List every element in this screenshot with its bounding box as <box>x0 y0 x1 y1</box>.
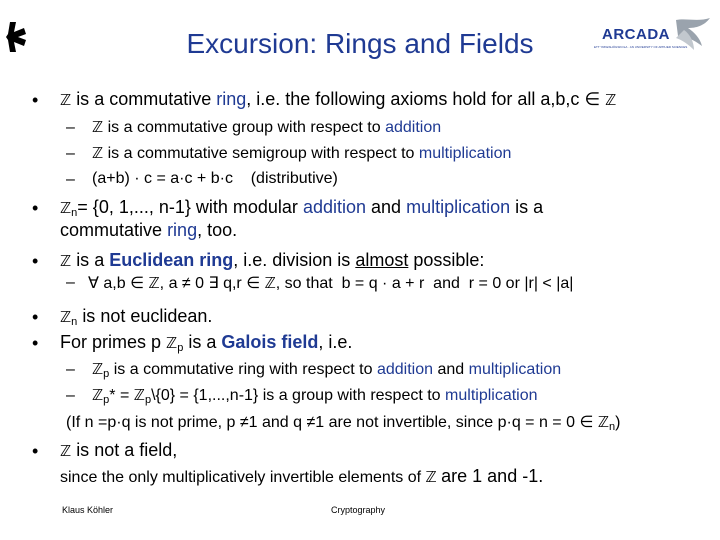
bullet-mark: • <box>32 251 39 271</box>
bullet-euclidean: ℤ is a Euclidean ring, i.e. division is almost possible: <box>60 250 485 270</box>
term-euclidean-ring: Euclidean ring <box>109 250 234 270</box>
dash-mark: – <box>66 361 75 378</box>
dash-mark: – <box>66 119 75 136</box>
axiom-addition: ℤ is a commutative group with respect to addition <box>92 118 442 136</box>
dash-mark: – <box>66 387 75 404</box>
bullet-z-not-field: ℤ is not a field, <box>60 440 178 460</box>
dash-mark: – <box>66 274 75 291</box>
bullet-mark: • <box>32 307 39 327</box>
bullet-zn-not-euclidean: ℤ$_n$ is not euclidean. <box>60 306 213 328</box>
zp-ring: ℤ$_p$ is a commutative ring with respect to addition and multiplication <box>92 360 562 380</box>
bullet-mark: • <box>32 441 39 461</box>
non-prime-remark: (If n =p·q is not prime, p ≠1 and q ≠1 are not invertible, since p·q = n = 0 ∈ ℤ$_n$) <box>66 413 621 433</box>
dash-mark: – <box>66 145 75 162</box>
axiom-multiplication: ℤ is a commutative semigroup with respect to multiplication <box>92 144 512 162</box>
term-galois-field: Galois field <box>221 332 319 352</box>
integers-symbol: ℤ <box>60 91 72 109</box>
logo-tagline: ETT YRKESHÖGSKOLA · AN UNIVERSITY OF APPLIED SCIENCES <box>594 45 688 49</box>
axiom-distributive: (a+b) · c = a·c + b·c (distributive) <box>92 170 338 187</box>
bullet-ring-z: ℤ is a commutative ring, i.e. the following axioms hold for all a,b,c ∈ ℤ <box>60 89 617 109</box>
logo-wordmark: ARCADA <box>602 26 670 43</box>
bullet-zn-ring: ℤ$_n$= {0, 1,..., n-1} with modular addition and multiplication is a <box>60 197 544 219</box>
footer-author: Klaus Köhler <box>62 505 114 515</box>
division-condition: ∀ a,b ∈ ℤ, a ≠ 0 ∃ q,r ∈ ℤ, so that b = q · a + r and r = 0 or |r| < |a| <box>88 274 574 292</box>
arcada-logo <box>590 16 714 54</box>
bullet-zn-ring-line2: commutative ring, too. <box>60 220 238 240</box>
slide-title: Excursion: Rings and Fields <box>186 28 534 59</box>
bullet-galois: For primes p ℤ$_p$ is a Galois field, i.e. <box>60 332 353 354</box>
bullet-mark: • <box>32 333 39 353</box>
footer-course: Cryptography <box>331 505 386 515</box>
zp-star-group: ℤ$_p$* = ℤ$_p$\{0} = {1,...,n-1} is a group with respect to multiplication <box>92 386 538 406</box>
dash-mark: – <box>66 171 75 188</box>
bullet-mark: • <box>32 198 39 218</box>
term-ring: ring <box>216 89 247 109</box>
bullet-mark: • <box>32 90 39 110</box>
invertible-elements-remark: since the only multiplicatively invertible elements of ℤ are 1 and -1. <box>60 466 544 486</box>
